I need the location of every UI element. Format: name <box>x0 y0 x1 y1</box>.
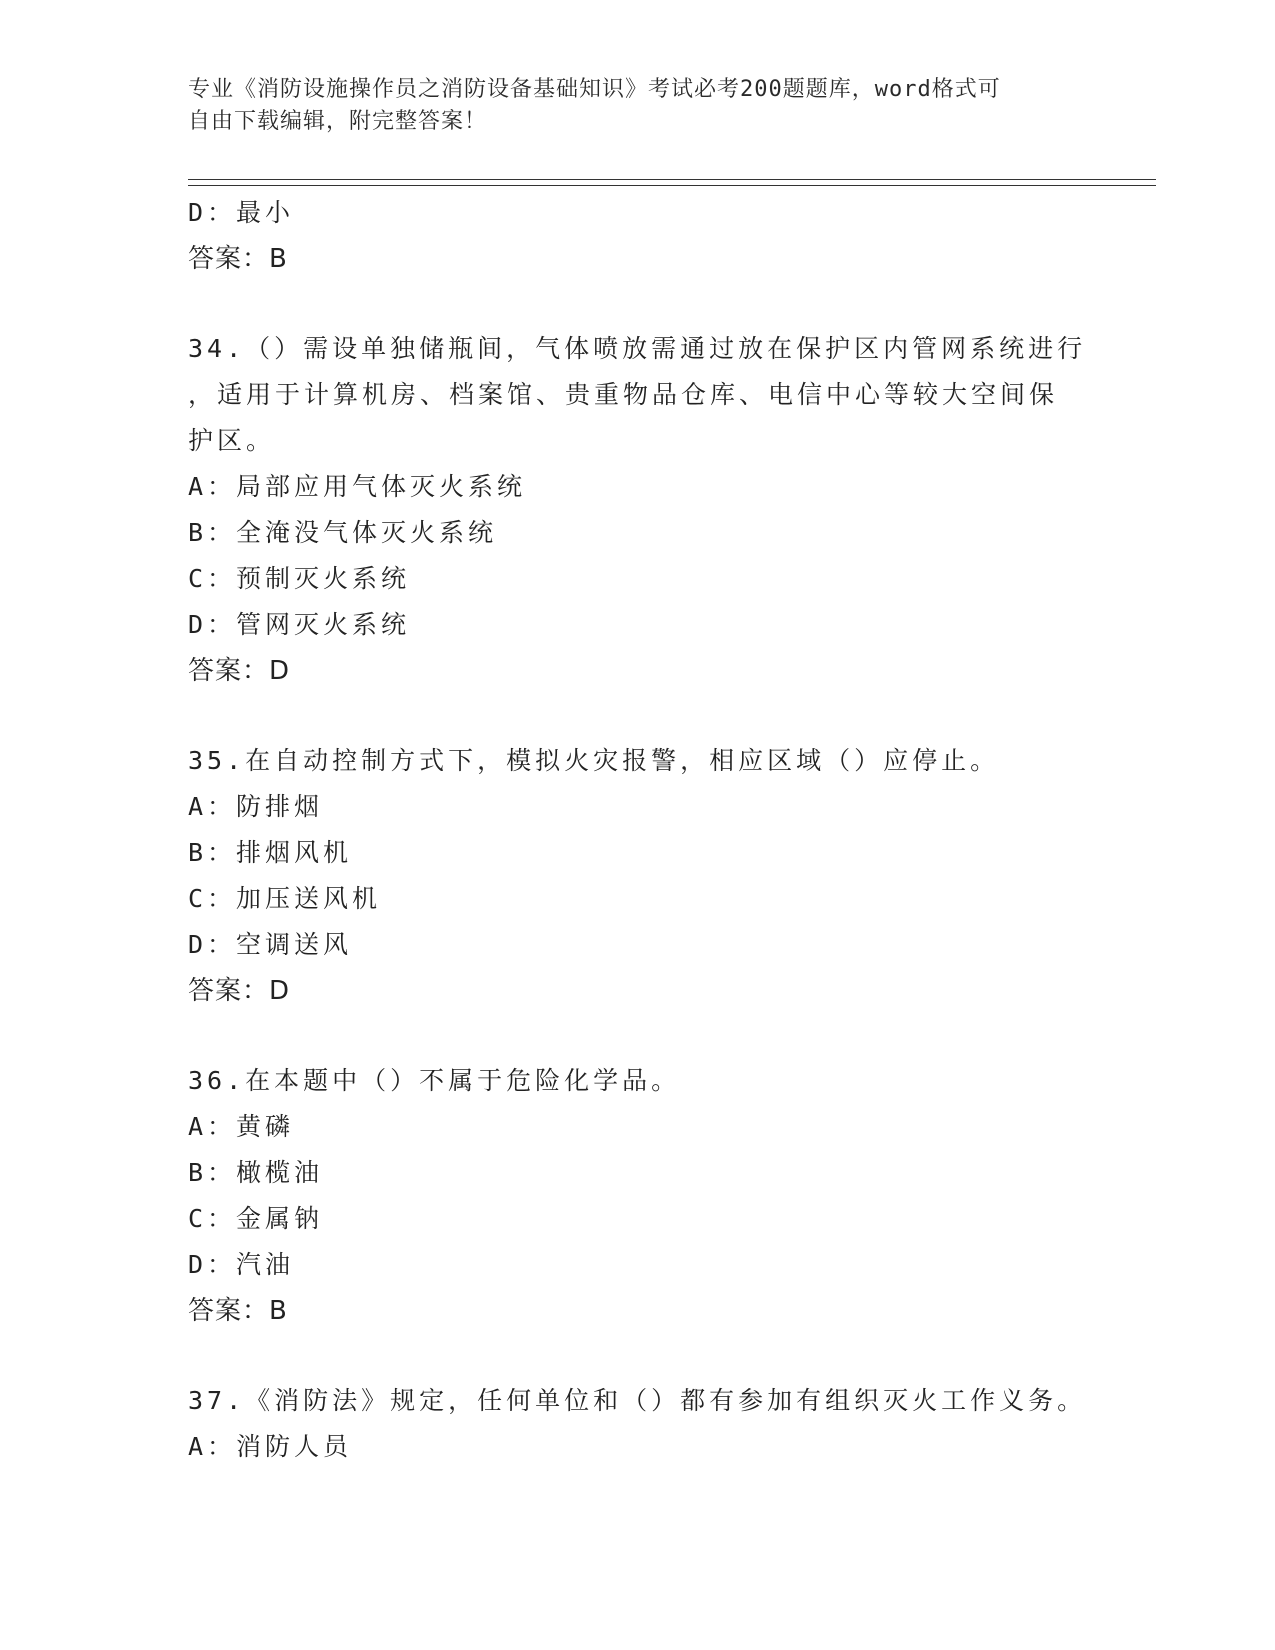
option-a: A：黄磷 <box>188 1112 295 1141</box>
option-a: A：消防人员 <box>188 1432 353 1461</box>
document-body <box>188 190 1088 1470</box>
question-stem-line: 35.在自动控制方式下，模拟火灾报警，相应区域（）应停止。 <box>188 746 1000 775</box>
option-c: C：加压送风机 <box>188 884 382 913</box>
prev-answer: 答案：B <box>188 244 288 274</box>
option-b: B：橄榄油 <box>188 1158 324 1187</box>
answer-line: 答案：D <box>188 976 291 1006</box>
question-37 <box>188 1378 1088 1470</box>
header-title-line-2: 自由下载编辑，附完整答案！ <box>188 109 488 134</box>
header-divider <box>188 179 1156 186</box>
option-c: C：预制灭火系统 <box>188 564 411 593</box>
option-d: D：管网灭火系统 <box>188 610 411 639</box>
page-header <box>188 74 1068 138</box>
option-b: B：排烟风机 <box>188 838 353 867</box>
answer-line: 答案：B <box>188 1296 288 1326</box>
question-34 <box>188 326 1088 694</box>
question-36 <box>188 1058 1088 1334</box>
header-title-line-1: 专业《消防设施操作员之消防设备基础知识》考试必考200题题库，word格式可 <box>188 77 1001 102</box>
option-b: B：全淹没气体灭火系统 <box>188 518 498 547</box>
question-35 <box>188 738 1088 1014</box>
question-stem-line: 护区。 <box>188 426 276 455</box>
answer-line: 答案：D <box>188 656 291 686</box>
question-stem-line: 34.（）需设单独储瓶间，气体喷放需通过放在保护区内管网系统进行 <box>188 334 1087 363</box>
option-d: D：空调送风 <box>188 930 353 959</box>
question-stem-line: ，适用于计算机房、档案馆、贵重物品仓库、电信中心等较大空间保 <box>188 380 1059 409</box>
prev-option-d: D：最小 <box>188 198 295 227</box>
option-c: C：金属钠 <box>188 1204 324 1233</box>
question-stem-line: 36.在本题中（）不属于危险化学品。 <box>188 1066 681 1095</box>
option-d: D：汽油 <box>188 1250 295 1279</box>
question-stem-line: 37.《消防法》规定，任何单位和（）都有参加有组织灭火工作义务。 <box>188 1386 1087 1415</box>
option-a: A：防排烟 <box>188 792 324 821</box>
option-a: A：局部应用气体灭火系统 <box>188 472 527 501</box>
